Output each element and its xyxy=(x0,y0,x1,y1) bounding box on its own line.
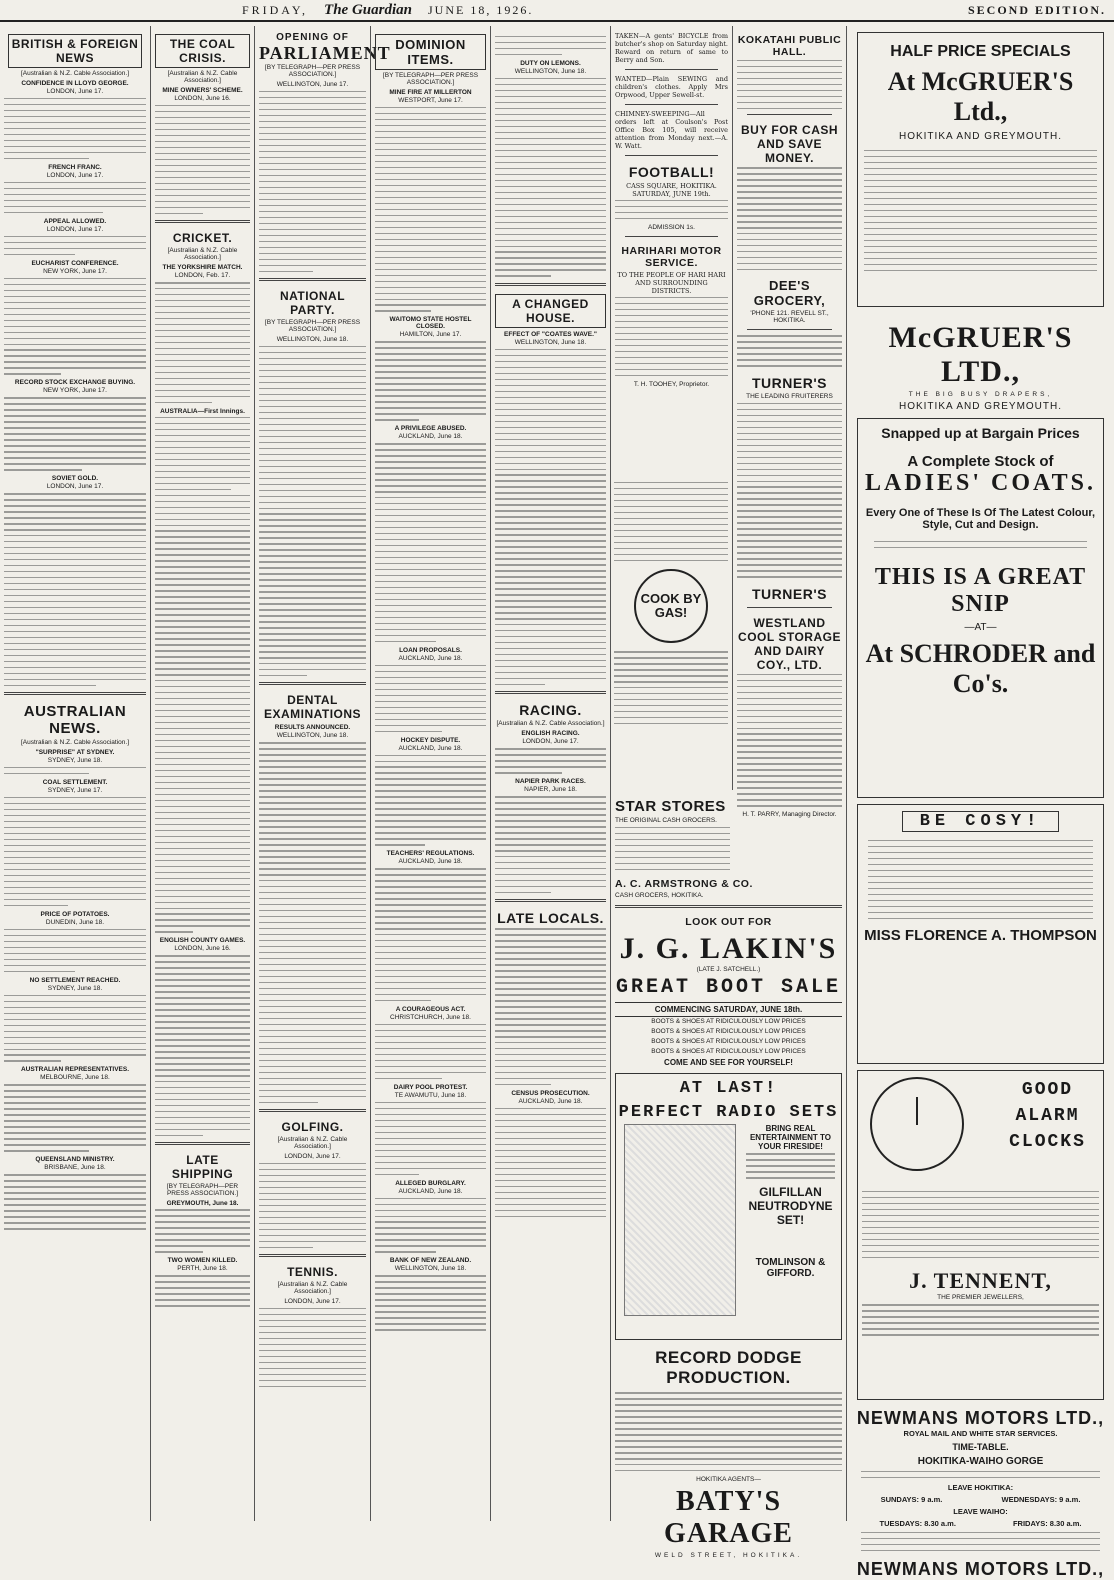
source-line: [Australian & N.Z. Cable Association.] xyxy=(496,720,605,728)
subhead: LOAN PROPOSALS. xyxy=(399,646,462,654)
schroder: At SCHRODER and Co's. xyxy=(865,639,1096,699)
radio-headline: PERFECT RADIO SETS xyxy=(618,1103,839,1123)
article-text xyxy=(495,796,606,893)
headline-dental-exams: DENTAL EXAMINATIONS xyxy=(263,693,362,722)
subhead: WAITOMO STATE HOSTEL CLOSED. xyxy=(389,316,472,331)
newmans-sub: ROYAL MAIL AND WHITE STAR SERVICES. xyxy=(903,1429,1058,1438)
ad-text xyxy=(874,541,1087,548)
buy-for-cash: BUY FOR CASH AND SAVE MONEY. xyxy=(740,123,839,166)
gas-ad xyxy=(610,480,732,780)
article-text xyxy=(155,495,250,933)
subhead: CENSUS PROSECUTION. xyxy=(511,1089,590,1097)
article-text xyxy=(155,1209,250,1252)
article-text xyxy=(495,349,606,686)
source-line: [BY TELEGRAPH—PER PRESS ASSOCIATION.] xyxy=(382,72,479,86)
article-text xyxy=(495,78,606,277)
rule xyxy=(495,283,606,286)
mcgruer-at: At McGRUER'S Ltd., xyxy=(887,67,1074,126)
rule xyxy=(747,114,832,115)
article-text xyxy=(375,665,486,732)
dateline: NAPIER, June 18. xyxy=(524,786,577,794)
rule xyxy=(495,691,606,694)
subhead: MINE FIRE AT MILLERTON xyxy=(389,89,472,96)
leave-hokitika: LEAVE HOKITIKA: xyxy=(947,1482,1014,1492)
lakin-name: J. G. LAKIN'S xyxy=(619,932,838,966)
ad-text xyxy=(737,167,842,270)
article-text xyxy=(375,443,486,642)
subhead: ALLEGED BURGLARY. xyxy=(395,1179,466,1187)
article-text xyxy=(259,1163,366,1248)
hokitika-times xyxy=(851,1495,1110,1504)
headline-late-locals: LATE LOCALS. xyxy=(497,910,604,927)
rule xyxy=(155,1142,250,1145)
batys-garage: BATY'S GARAGE xyxy=(664,1486,793,1550)
coats-ad xyxy=(857,418,1104,798)
ladies-coats: LADIES' COATS. xyxy=(865,470,1096,496)
dateline: AUCKLAND, June 18. xyxy=(398,744,463,752)
article-text xyxy=(259,742,366,1102)
rule xyxy=(495,899,606,902)
column-2 xyxy=(150,26,254,1521)
mcgruer-town-2: HOKITIKA AND GREYMOUTH. xyxy=(898,401,1063,412)
football-details: CASS SQUARE, HOKITIKA. SATURDAY, JUNE 19th. xyxy=(626,182,717,198)
boot-sale-line: BOOTS & SHOES AT RIDICULOUSLY LOW PRICES xyxy=(651,1048,806,1056)
parliament-line-2: PARLIAMENT xyxy=(259,43,391,63)
dateline: MELBOURNE, June 18. xyxy=(40,1074,110,1082)
tomlinson-gifford: TOMLINSON & GIFFORD. xyxy=(755,1256,826,1279)
ad-text xyxy=(737,335,842,366)
headline-british-foreign: BRITISH & FOREIGN NEWS xyxy=(8,34,142,68)
dateline: AUCKLAND, June 18. xyxy=(398,1187,463,1195)
come-and-see: COME AND SEE FOR YOURSELF! xyxy=(664,1058,793,1068)
article-text xyxy=(155,105,250,214)
kokatahi-hall: KOKATAHI PUBLIC HALL. xyxy=(737,34,842,58)
subhead: BANK OF NEW ZEALAND. xyxy=(389,1257,472,1265)
classified-ad: CHIMNEY-SWEEPING—All orders left at Coulson's Post Office Box 105, will receive attention from Monday next.—A. W. Watt. xyxy=(615,110,728,150)
masthead-paper-name: The Guardian xyxy=(324,1,412,18)
subhead: AUSTRALIAN REPRESENTATIVES. xyxy=(20,1066,130,1074)
boot-sale-line: BOOTS & SHOES AT RIDICULOUSLY LOW PRICES xyxy=(651,1018,806,1026)
ad-text xyxy=(737,674,842,807)
article-text xyxy=(155,1275,250,1306)
ad-text xyxy=(861,1532,1100,1551)
gorge-route: HOKITIKA-WAIHO GORGE xyxy=(917,1456,1044,1467)
wednesdays-time: WEDNESDAYS: 9 a.m. xyxy=(1001,1494,1081,1504)
dateline: SYDNEY, June 18. xyxy=(47,984,103,992)
dateline: LONDON, June 17. xyxy=(522,738,579,746)
look-out-for: LOOK OUT FOR xyxy=(685,916,772,929)
parliament-line-1: OPENING OF xyxy=(276,32,349,43)
subhead: NO SETTLEMENT REACHED. xyxy=(29,976,121,984)
dateline: WESTPORT, June 17. xyxy=(398,97,463,104)
source-line: [BY TELEGRAPH—PER PRESS ASSOCIATION.] xyxy=(264,318,361,333)
alarm-body xyxy=(862,1189,1099,1340)
subhead: CONFIDENCE IN LLOYD GEORGE. xyxy=(21,80,129,87)
source-line: [Australian & N.Z. Cable Association.] xyxy=(167,247,238,262)
ad-text xyxy=(615,297,728,376)
lower-ads xyxy=(610,790,846,1560)
dateline: WELLINGTON, June 18. xyxy=(276,335,349,343)
score-table xyxy=(155,417,250,490)
masthead-edition: SECOND EDITION. xyxy=(967,2,1106,17)
ad-text xyxy=(861,1471,1100,1478)
alarm-clock-ad xyxy=(857,1070,1104,1400)
dateline: SYDNEY, June 17. xyxy=(47,787,103,795)
dateline: WELLINGTON, June 18. xyxy=(514,338,587,346)
source-line: [BY TELEGRAPH—PER PRESS ASSOCIATION.] xyxy=(264,64,361,78)
complete-stock: A Complete Stock of xyxy=(907,453,1054,470)
dateline: HAMILTON, June 17. xyxy=(399,331,462,339)
dateline: AUCKLAND, June 18. xyxy=(398,433,463,441)
masthead xyxy=(0,0,1114,22)
article-text xyxy=(4,397,146,470)
armstrong-name: A. C. ARMSTRONG & CO. xyxy=(615,878,753,891)
mcgruer-sub: THE BIG BUSY DRAPERS, xyxy=(908,391,1053,398)
ad-text xyxy=(615,827,730,870)
great-snip: THIS IS A GREAT SNIP xyxy=(874,564,1087,618)
boot-sale-line: BOOTS & SHOES AT RIDICULOUSLY LOW PRICES xyxy=(651,1038,806,1046)
dateline: NEW YORK, June 17. xyxy=(43,267,107,275)
article-text xyxy=(4,1084,146,1151)
newmans-motors-2: NEWMANS MOTORS LTD., xyxy=(856,1559,1105,1580)
article-text xyxy=(495,928,606,1085)
dateline: LONDON, Feb. 17. xyxy=(174,272,231,280)
headline-cricket: CRICKET. xyxy=(172,231,233,246)
article-text xyxy=(155,955,250,1136)
westland-storage: WESTLAND COOL STORAGE AND DAIRY COY., LTD. xyxy=(738,615,841,672)
dateline: AUCKLAND, June 18. xyxy=(398,654,463,662)
article-text xyxy=(259,91,366,272)
subhead: QUEENSLAND MINISTRY. xyxy=(35,1156,115,1164)
dateline: SYDNEY, June 18. xyxy=(47,757,103,765)
source-line: [Australian & N.Z. Cable Association.] xyxy=(277,1135,348,1150)
radio-tagline: BRING REAL ENTERTAINMENT TO YOUR FIRESIDE! xyxy=(749,1124,832,1152)
article-text xyxy=(4,493,146,686)
dateline: LONDON, June 16. xyxy=(174,945,231,953)
ad-text xyxy=(868,840,1093,919)
masthead-date: JUNE 18, 1926. xyxy=(428,2,534,17)
leave-waiho: LEAVE WAIHO: xyxy=(953,1506,1008,1516)
article-text xyxy=(375,1275,486,1330)
subhead: A COURAGEOUS ACT. xyxy=(395,1005,466,1013)
dateline: WELLINGTON, June 18. xyxy=(394,1265,467,1273)
turners: TURNER'S xyxy=(752,374,827,391)
every-one: Every One of These Is Of The Latest Colour, Style, Cut and Design. xyxy=(865,507,1096,531)
subhead: THE YORKSHIRE MATCH. xyxy=(162,264,243,272)
waiho-times xyxy=(851,1519,1110,1528)
armstrong-sub: CASH GROCERS, HOKITIKA. xyxy=(615,892,704,900)
dees-grocery: DEE'S GROCERY, xyxy=(753,278,826,309)
ad-text xyxy=(862,1191,1099,1258)
column-4 xyxy=(370,26,490,1521)
dateline: LONDON, June 17. xyxy=(284,1298,341,1306)
football-headline: FOOTBALL! xyxy=(628,164,715,180)
half-price-specials: HALF PRICE SPECIALS xyxy=(890,43,1071,60)
subhead: ENGLISH RACING. xyxy=(521,730,580,738)
subhead: NAPIER PARK RACES. xyxy=(515,778,586,786)
tuesdays-time: TUESDAYS: 8.30 a.m. xyxy=(879,1518,956,1528)
subhead: "SURPRISE" AT SYDNEY. xyxy=(35,749,115,757)
good-alarm-clocks: GOOD ALARM CLOCKS xyxy=(1009,1080,1086,1152)
cook-by-gas-badge: COOK BY GAS! xyxy=(634,569,708,643)
article-text xyxy=(4,1174,146,1229)
source-line: [Australian & N.Z. Cable Association.] xyxy=(277,1281,348,1296)
subhead: A PRIVILEGE ABUSED. xyxy=(394,425,467,433)
article-text xyxy=(4,236,146,255)
dateline: LONDON, June 17. xyxy=(46,225,104,233)
batys-address: WELD STREET, HOKITIKA. xyxy=(654,1552,803,1560)
rule xyxy=(625,236,718,237)
dateline: LONDON, June 17. xyxy=(284,1152,341,1160)
dees-address: 'PHONE 121. REVELL ST., HOKITIKA. xyxy=(750,310,829,325)
snapped-up: Snapped up at Bargain Prices xyxy=(881,425,1080,441)
tennent: J. TENNENT, xyxy=(909,1268,1052,1294)
ad-text xyxy=(864,150,1097,271)
star-stores-sub: THE ORIGINAL CASH GROCERS. xyxy=(615,817,717,824)
subhead: TWO WOMEN KILLED. xyxy=(167,1257,238,1265)
star-stores-headline: STAR STORES xyxy=(615,798,726,815)
dateline: BRISBANE, June 18. xyxy=(44,1164,106,1172)
ad-text xyxy=(746,1153,835,1178)
subhead: RESULTS ANNOUNCED. xyxy=(274,724,351,732)
sundays-time: SUNDAYS: 9 a.m. xyxy=(880,1494,943,1504)
subhead: DAIRY POOL PROTEST. xyxy=(393,1083,468,1091)
column-5 xyxy=(490,26,610,1521)
source-line: [BY TELEGRAPH—PER PRESS ASSOCIATION.] xyxy=(166,1183,239,1198)
article-text xyxy=(375,868,486,1001)
dateline: PERTH, June 18. xyxy=(177,1265,228,1273)
rule xyxy=(625,155,718,156)
ad-text xyxy=(862,1304,1099,1335)
dodge-headline: RECORD DODGE PRODUCTION. xyxy=(655,1348,802,1388)
headline-national-party: NATIONAL PARTY. xyxy=(279,288,346,317)
source-line: [Australian & N.Z. Cable Association.] xyxy=(20,739,130,747)
boot-sale-date: COMMENCING SATURDAY, JUNE 18th. xyxy=(615,1002,842,1017)
article-text xyxy=(4,278,146,375)
cosy-ad xyxy=(857,804,1104,1064)
radio-at-last: AT LAST! xyxy=(679,1079,778,1099)
article-text xyxy=(4,98,146,159)
harihari-sub: TO THE PEOPLE OF HARI HARI AND SURROUNDING DISTRICTS. xyxy=(617,270,726,295)
subhead: TEACHERS' REGULATIONS. xyxy=(386,850,475,858)
rule xyxy=(259,278,366,281)
boot-sale-headline: GREAT BOOT SALE xyxy=(615,976,842,1000)
harihari-headline: HARIHARI MOTOR SERVICE. xyxy=(621,244,722,269)
at-label: —AT— xyxy=(964,622,997,634)
headline-coal-crisis: THE COAL CRISIS. xyxy=(155,34,250,68)
mcgruer-name: McGRUER'S LTD., xyxy=(888,321,1073,388)
article-text xyxy=(4,182,146,213)
source-line: [Australian & N.Z. Cable Association.] xyxy=(167,70,238,84)
rule xyxy=(747,329,832,330)
hokitika-agents: HOKITIKA AGENTS— xyxy=(696,1476,761,1484)
gilfillan-set: GILFILLAN NEUTRODYNE SET! xyxy=(748,1184,833,1227)
headline-changed-house: A CHANGED HOUSE. xyxy=(495,294,606,328)
turners-sub: THE LEADING FRUITERERS xyxy=(746,392,833,400)
dateline: TE AWAMUTU, June 18. xyxy=(394,1091,467,1099)
newmans-motors: NEWMANS MOTORS LTD., xyxy=(856,1408,1105,1428)
subhead: GREYMOUTH, June 18. xyxy=(166,1200,239,1208)
headline-tennis: TENNIS. xyxy=(287,1265,338,1280)
tennent-sub: THE PREMIER JEWELLERS, xyxy=(937,1294,1024,1302)
timetable: TIME-TABLE. xyxy=(952,1442,1009,1452)
dateline: CHRISTCHURCH, June 18. xyxy=(390,1013,471,1021)
parry-director: H. T. PARRY, Managing Director. xyxy=(742,811,837,819)
rule xyxy=(4,692,146,695)
turners-footer: TURNER'S xyxy=(752,585,827,602)
admission: ADMISSION 1s. xyxy=(648,223,695,231)
ad-text xyxy=(615,1392,842,1471)
parliament-headline xyxy=(259,32,391,64)
dateline: DUNEDIN, June 18. xyxy=(45,918,105,926)
proprietor: T. H. TOOHEY, Proprietor. xyxy=(633,380,710,388)
dateline: WELLINGTON, June 18. xyxy=(276,732,349,740)
be-cosy: BE COSY! xyxy=(902,811,1059,832)
fridays-time: FRIDAYS: 8.30 a.m. xyxy=(1012,1518,1082,1528)
subhead: ENGLISH COUNTY GAMES. xyxy=(159,937,246,945)
rule xyxy=(155,220,250,223)
dateline: NEW YORK, June 17. xyxy=(43,387,107,395)
article-text xyxy=(375,1198,486,1253)
rule xyxy=(625,69,718,70)
headline-australian-news: AUSTRALIAN NEWS. xyxy=(23,703,127,738)
article-text xyxy=(375,1102,486,1175)
radio-illustration xyxy=(624,1124,736,1316)
rule xyxy=(625,104,718,105)
article-text xyxy=(4,929,146,972)
classified-ad: TAKEN—A gents' BICYCLE from butcher's shop on Saturday night. Reward on return of same to Berry and Son. xyxy=(615,32,728,64)
subhead: COAL SETTLEMENT. xyxy=(42,779,108,787)
column-3 xyxy=(254,26,391,1521)
article-text xyxy=(495,36,606,55)
headline-golfing: GOLFING. xyxy=(281,1119,344,1134)
subhead: SOVIET GOLD. xyxy=(51,475,99,483)
article-text xyxy=(4,797,146,906)
article-text xyxy=(259,346,366,677)
subhead: PRICE OF POTATOES. xyxy=(40,910,110,918)
subhead: APPEAL ALLOWED. xyxy=(43,217,107,225)
source-line: [Australian & N.Z. Cable Association.] xyxy=(20,70,130,77)
florence-thompson: MISS FLORENCE A. THOMPSON xyxy=(864,927,1097,945)
ad-text xyxy=(737,60,842,109)
boot-sale-line: BOOTS & SHOES AT RIDICULOUSLY LOW PRICES xyxy=(651,1028,806,1036)
subhead: FRENCH FRANC. xyxy=(48,163,102,171)
article-text xyxy=(495,748,606,773)
subhead: MINE OWNERS' SCHEME. xyxy=(162,87,243,94)
masthead-day: FRIDAY, xyxy=(241,2,308,17)
subhead: HOCKEY DISPUTE. xyxy=(400,736,461,744)
article-text xyxy=(259,1308,366,1387)
headline-racing: RACING. xyxy=(519,702,582,719)
classified-ad: WANTED—Plain SEWING and children's clothes. Apply Mrs Orpwood, Upper Sewell-st. xyxy=(615,75,728,99)
dateline: LONDON, June 17. xyxy=(46,483,104,491)
headline-dominion-items: DOMINION ITEMS. xyxy=(375,34,486,70)
radio-details xyxy=(746,1124,835,1278)
headline-late-shipping: LATE SHIPPING xyxy=(171,1153,234,1182)
alarm-clock-icon xyxy=(870,1077,964,1171)
dateline: AUCKLAND, June 18. xyxy=(518,1097,583,1105)
mcgruer-ad xyxy=(857,32,1104,307)
article-text xyxy=(375,1024,486,1079)
column-7 xyxy=(732,26,846,819)
article-text xyxy=(4,767,146,774)
dateline: WELLINGTON, June 18. xyxy=(514,67,587,75)
lakin-sub: (LATE J. SATCHELL.) xyxy=(696,966,761,974)
dateline: LONDON, June 17. xyxy=(46,88,104,95)
subhead: EFFECT OF "COATES WAVE." xyxy=(504,330,597,338)
dateline: LONDON, June 16. xyxy=(174,95,231,102)
dateline: LONDON, June 17. xyxy=(46,171,104,179)
article-text xyxy=(4,995,146,1062)
ad-text xyxy=(615,200,728,219)
subhead: RECORD STOCK EXCHANGE BUYING. xyxy=(14,379,136,387)
article-text xyxy=(375,341,486,420)
subhead: DUTY ON LEMONS. xyxy=(520,59,581,67)
dateline: WELLINGTON, June 17. xyxy=(276,81,349,88)
price-list xyxy=(737,403,842,578)
mcgruer-town: HOKITIKA AND GREYMOUTH. xyxy=(898,131,1063,142)
rule xyxy=(259,1254,366,1257)
article-text xyxy=(375,755,486,846)
dateline: AUCKLAND, June 18. xyxy=(398,858,463,866)
article-text xyxy=(495,1108,606,1217)
rule xyxy=(259,1109,366,1112)
ad-text xyxy=(614,651,728,724)
subhead: AUSTRALIA—First Innings. xyxy=(160,407,245,415)
ad-text xyxy=(614,482,728,561)
subhead: EUCHARIST CONFERENCE. xyxy=(31,259,119,267)
article-text xyxy=(375,107,486,312)
radio-ad xyxy=(615,1073,842,1340)
column-8 xyxy=(846,26,1114,1580)
column-1 xyxy=(0,26,150,1521)
article-text xyxy=(155,282,250,403)
rule xyxy=(615,905,842,908)
rule xyxy=(747,607,832,608)
rule xyxy=(259,682,366,685)
